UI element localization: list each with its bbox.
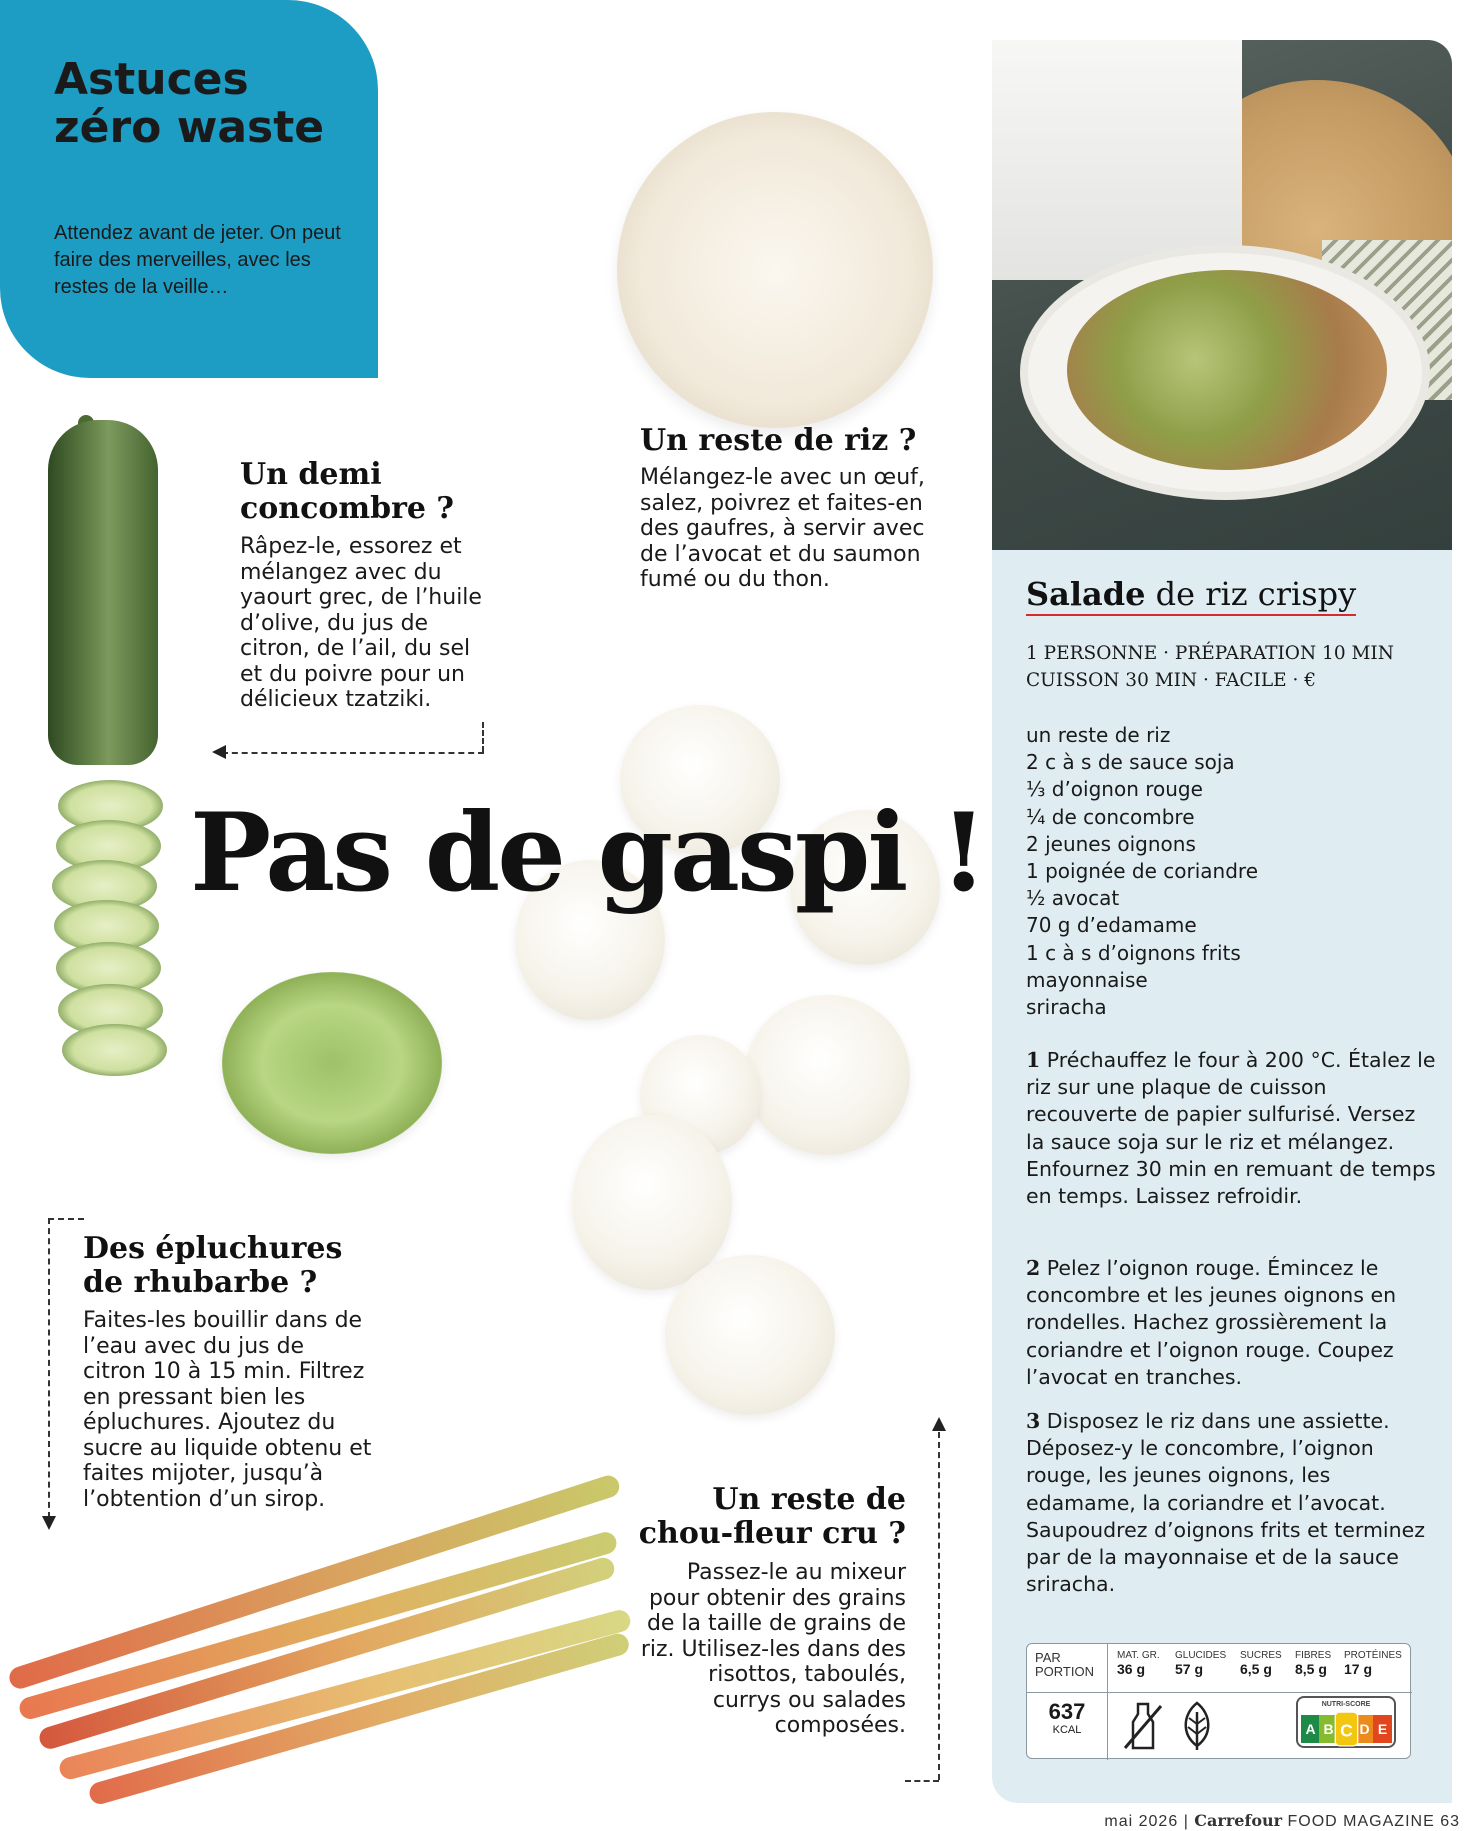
rice-bowl-photo (617, 112, 933, 428)
arrow-left-icon (212, 744, 228, 760)
chou-fleur-text: Passez-le au mixeur pour obtenir des grains de la taille de grains de riz. Utilisez-les dans des risottos, taboulés, currys ou salades composées. (640, 1560, 906, 1738)
ingredient-item: 1 c à s d’oignons frits (1026, 940, 1241, 965)
nutrient-sugar: SUCRES 6,5 g (1240, 1650, 1282, 1677)
recipe-title-underline (1026, 614, 1356, 616)
grated-cucumber-bowl (222, 972, 442, 1154)
dashed-arrow-line (482, 722, 484, 752)
nutrient-protein: PROTÉINES 17 g (1344, 1650, 1402, 1677)
nutrient-fiber: FIBRES 8,5 g (1295, 1650, 1332, 1677)
nutriscore-badge: NUTRI-SCORE A B C D E (1296, 1696, 1396, 1748)
salad (1067, 270, 1387, 470)
dashed-arrow-line (222, 752, 484, 754)
arrow-down-icon (41, 1515, 57, 1531)
nutrient-carbs: GLUCIDES 57 g (1175, 1650, 1227, 1677)
nutrient-fat: MAT. GR. 36 g (1117, 1650, 1160, 1677)
page-footer: mai 2026 | Carrefour FOOD MAGAZINE 63 (1104, 1811, 1460, 1830)
recipe-step: 3 Disposez le riz dans une assiette. Déposez-y le concombre, l’oignon rouge, les jeunes oignons, les edamame, la coriandre et l’avocat. Saupoudrez d’oignons frits et terminez par de la mayonnaise et de la sauce sriracha. (1026, 1409, 1425, 1597)
concombre-text: Râpez-le, essorez et mélangez avec du yaourt grec, de l’huile d’olive, du jus de citron, de l’ail, du sel et du poivre pour un délicieux tzatziki. (240, 534, 482, 712)
ingredient-item: sriracha (1026, 995, 1107, 1020)
dashed-arrow-line (938, 1432, 940, 1780)
ingredient-item: ¼ de concombre (1026, 804, 1195, 829)
riz-heading: Un reste de riz ? (640, 423, 917, 458)
tips-title: Astuces zéro waste (54, 54, 325, 153)
dashed-arrow-line (905, 1780, 939, 1782)
ingredient-item: ⅓ d’oignon rouge (1026, 777, 1203, 802)
nutriscore-grade: C (1335, 1712, 1359, 1747)
recipe-step: 1 Préchauffez le four à 200 °C. Étalez le riz sur une plaque de cuisson recouverte de papier sulfurisé. Versez la sauce soja sur le riz et mélangez. Enfournez 30 min en remuant de temps en temps. Laissez refroidir. (1026, 1048, 1436, 1209)
recipe-step: 2 Pelez l’oignon rouge. Émincez le concombre et les jeunes oignons en rondelles. Hachez grossièrement la coriandre et l’oignon rouge. Coupez l’avocat en tranches. (1026, 1256, 1397, 1389)
page-title: Pas de gaspi ! (190, 790, 985, 916)
divider (1027, 1692, 1412, 1693)
cauliflower-floret (572, 1115, 732, 1290)
nutrition-box (1026, 1643, 1411, 1759)
ingredient-item: ½ avocat (1026, 886, 1120, 911)
dashed-arrow-line (48, 1218, 50, 1518)
nutriscore-grade: D (1355, 1715, 1374, 1743)
recipe-meta: 1 PERSONNE · PRÉPARATION 10 MIN CUISSON 30 MIN · FACILE · € (1026, 643, 1394, 691)
cucumber-photo (48, 420, 158, 765)
salad-photo (992, 40, 1452, 550)
nutriscore-grade: E (1373, 1715, 1392, 1743)
rhubarbe-text: Faites-les bouillir dans de l’eau avec du jus de citron 10 à 15 min. Filtrez en pressant bien les épluchures. Ajoutez du sucre au liquide obtenu et faites mijoter, jusqu’à l’obtention d’un sirop. (83, 1308, 372, 1512)
kcal-block: 637 KCAL (1048, 1699, 1086, 1736)
ingredient-item: 1 poignée de coriandre (1026, 859, 1258, 884)
divider (1107, 1644, 1108, 1760)
par-portion-label: PAR PORTION (1035, 1650, 1094, 1679)
cauliflower-floret (665, 1255, 835, 1415)
ingredient-item: 2 jeunes oignons (1026, 831, 1196, 856)
cucumber-slice (62, 1024, 167, 1076)
ingredient-item: 2 c à s de sauce soja (1026, 750, 1235, 775)
rice-container (992, 40, 1242, 280)
rhubarbe-heading: Des épluchures de rhubarbe ? (83, 1231, 343, 1300)
ingredient-list (1026, 722, 1436, 1021)
ingredient-item: mayonnaise (1026, 967, 1148, 992)
no-alcohol-icon (1119, 1700, 1167, 1752)
nutriscore-grade: B (1319, 1715, 1338, 1743)
ingredient-item: un reste de riz (1026, 723, 1171, 747)
cauliflower-floret (745, 995, 910, 1155)
dashed-arrow-line (48, 1218, 84, 1220)
riz-text: Mélangez-le avec un œuf, salez, poivrez et faites-en des gaufres, à servir avec de l’avocat et du saumon fumé ou du thon. (640, 465, 925, 592)
ingredient-item: 70 g d’edamame (1026, 913, 1197, 938)
recipe-title: Salade de riz crispy (1026, 575, 1357, 613)
concombre-heading: Un demi concombre ? (240, 457, 454, 526)
tips-subtitle: Attendez avant de jeter. On peut faire des merveilles, avec les restes de la veille… (54, 222, 341, 298)
chou-fleur-heading: Un reste de chou-fleur cru ? (638, 1482, 906, 1551)
nutriscore-grade: A (1301, 1715, 1320, 1743)
arrow-up-icon (931, 1416, 947, 1432)
vegetarian-leaf-icon (1177, 1700, 1217, 1752)
